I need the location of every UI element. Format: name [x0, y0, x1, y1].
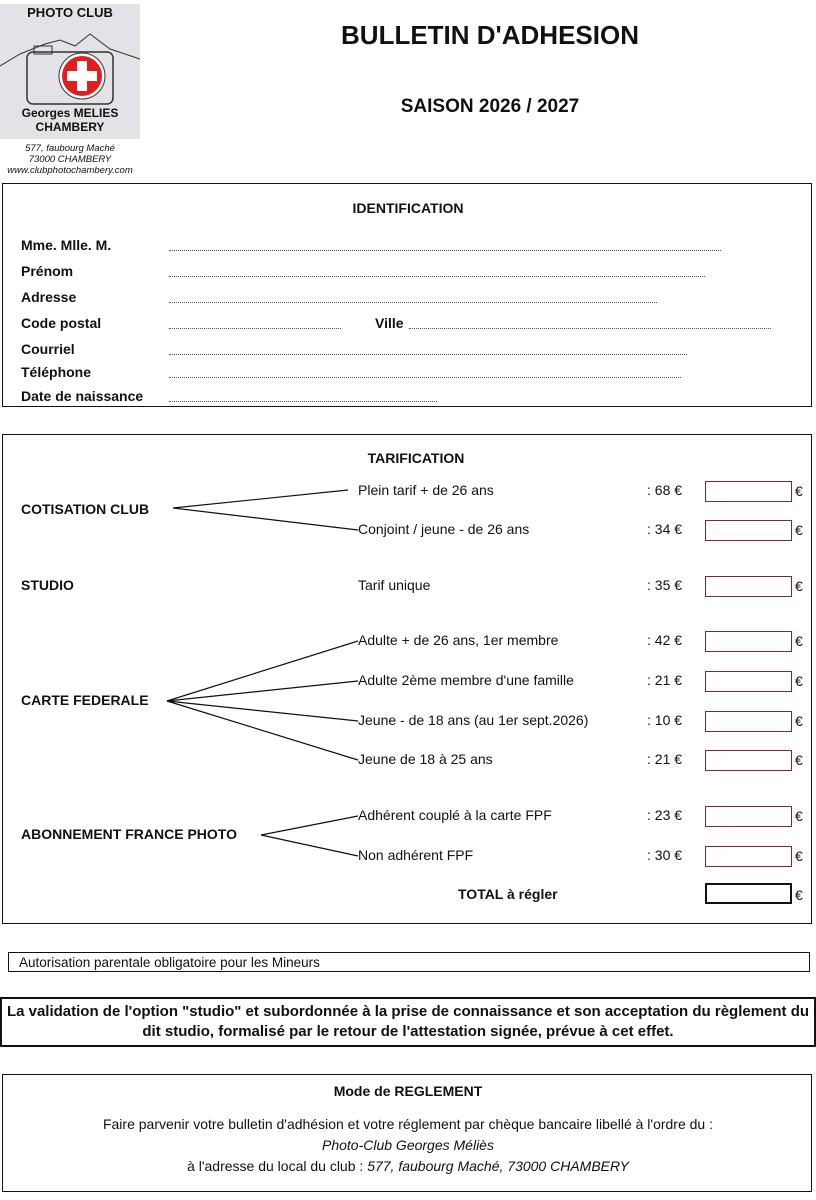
- amount-input-adulte-2eme[interactable]: [705, 671, 792, 692]
- field-line-telephone[interactable]: [169, 377, 681, 378]
- field-line-prenom[interactable]: [169, 276, 705, 277]
- tarif-label-plein: Plein tarif + de 26 ans: [358, 482, 494, 498]
- group-cotisation-club: COTISATION CLUB: [21, 501, 150, 517]
- season-label: SAISON 2026 / 2027: [400, 96, 580, 117]
- euro-sign: €: [795, 673, 803, 689]
- tarif-price-plein: : 68 €: [647, 482, 683, 498]
- identification-heading: IDENTIFICATION: [352, 200, 464, 216]
- field-line-code-postal[interactable]: [169, 328, 341, 329]
- euro-sign: €: [795, 522, 803, 538]
- tarif-price-adherent-fpf: : 23 €: [647, 807, 683, 823]
- tarif-price-jeune-18-25: : 21 €: [647, 751, 683, 767]
- reglement-address: 577, faubourg Maché, 73000 CHAMBERY: [367, 1158, 629, 1174]
- logo-club-name: [0, 106, 140, 134]
- field-label-code-postal: Code postal: [21, 315, 102, 331]
- amount-input-adherent-fpf[interactable]: [705, 806, 792, 827]
- euro-sign: €: [795, 887, 803, 903]
- logo-name-line1: Georges MELIES: [21, 106, 119, 120]
- amount-input-jeune-18-25[interactable]: [705, 750, 792, 771]
- field-label-adresse: Adresse: [21, 289, 77, 305]
- euro-sign: €: [795, 713, 803, 729]
- tarif-label-adulte-1er: Adulte + de 26 ans, 1er membre: [358, 632, 559, 648]
- reglement-address-prefix: à l'adresse du local du club :: [187, 1158, 368, 1174]
- tarif-price-studio: : 35 €: [647, 577, 683, 593]
- field-label-telephone: Téléphone: [21, 364, 92, 380]
- euro-sign: €: [795, 483, 803, 499]
- reglement-section: [2, 1074, 812, 1192]
- reglement-line3: [3, 1158, 813, 1174]
- amount-input-jeune-18[interactable]: [705, 711, 792, 732]
- field-label-civilite: Mme. Mlle. M.: [21, 237, 112, 253]
- logo-address: [0, 143, 140, 176]
- field-line-courriel[interactable]: [169, 354, 687, 355]
- total-input[interactable]: [705, 883, 792, 904]
- tarif-label-conjoint: Conjoint / jeune - de 26 ans: [358, 521, 530, 537]
- tarification-heading: TARIFICATION: [367, 450, 465, 466]
- tarif-price-adulte-2eme: : 21 €: [647, 672, 683, 688]
- tarif-label-studio: Tarif unique: [358, 577, 431, 593]
- field-line-ville[interactable]: [409, 328, 771, 329]
- euro-sign: €: [795, 808, 803, 824]
- reglement-payee: Photo-Club Georges Méliès: [322, 1137, 494, 1153]
- autorisation-box: [8, 952, 810, 972]
- field-line-date-naissance[interactable]: [169, 401, 437, 402]
- amount-input-non-adherent-fpf[interactable]: [705, 846, 792, 867]
- logo-url: www.clubphotochambery.com: [7, 165, 133, 176]
- total-label: TOTAL à régler: [458, 886, 558, 902]
- tarif-label-adulte-2eme: Adulte 2ème membre d'une famille: [358, 672, 574, 688]
- autorisation-text: Autorisation parentale obligatoire pour les Mineurs: [19, 955, 320, 970]
- tarif-label-non-adherent-fpf: Non adhérent FPF: [358, 847, 474, 863]
- euro-sign: €: [795, 633, 803, 649]
- amount-input-adulte-1er[interactable]: [705, 631, 792, 652]
- tarif-label-adherent-fpf: Adhérent couplé à la carte FPF: [358, 807, 552, 823]
- tarification-section: [2, 434, 812, 924]
- group-carte-federale: CARTE FEDERALE: [21, 692, 149, 708]
- group-studio: STUDIO: [21, 577, 74, 593]
- field-label-date-naissance: Date de naissance: [21, 388, 144, 404]
- logo-addr-line1: 577, faubourg Maché: [25, 143, 115, 154]
- group-abonnement-france-photo: ABONNEMENT FRANCE PHOTO: [21, 826, 237, 842]
- amount-input-conjoint[interactable]: [705, 520, 792, 541]
- amount-input-studio[interactable]: [705, 576, 792, 597]
- logo-addr-line2: 73000 CHAMBERY: [28, 154, 112, 165]
- tarif-price-jeune-18: : 10 €: [647, 712, 683, 728]
- field-label-prenom: Prénom: [21, 263, 74, 279]
- tarif-label-jeune-18: Jeune - de 18 ans (au 1er sept.2026): [358, 712, 589, 728]
- studio-notice-text: La validation de l'option "studio" et subordonnée à la prise de connaissance et son acceptation du règlement du dit studio, formalisé par le retour de l'attestation signée, prévue à cet effet.: [6, 1003, 810, 1040]
- field-label-ville: Ville: [375, 315, 404, 331]
- tarif-price-non-adherent-fpf: : 30 €: [647, 847, 683, 863]
- amount-input-plein[interactable]: [705, 481, 792, 502]
- field-line-civilite[interactable]: [169, 250, 721, 251]
- reglement-line1: Faire parvenir votre bulletin d'adhésion et votre réglement par chèque bancaire libellé à l'ordre du :: [102, 1116, 714, 1132]
- euro-sign: €: [795, 848, 803, 864]
- identification-section: [2, 183, 812, 407]
- tarif-price-conjoint: : 34 €: [647, 521, 683, 537]
- euro-sign: €: [795, 578, 803, 594]
- page-title: BULLETIN D'ADHESION: [341, 20, 639, 50]
- logo-name-line2: CHAMBERY: [35, 120, 105, 134]
- reglement-heading: Mode de REGLEMENT: [333, 1083, 483, 1099]
- field-line-adresse[interactable]: [169, 302, 657, 303]
- euro-sign: €: [795, 752, 803, 768]
- studio-notice-box: [0, 997, 816, 1047]
- tarif-price-adulte-1er: : 42 €: [647, 632, 683, 648]
- tarif-label-jeune-18-25: Jeune de 18 à 25 ans: [358, 751, 493, 767]
- logo-title: PHOTO CLUB: [27, 5, 113, 20]
- field-label-courriel: Courriel: [21, 341, 75, 357]
